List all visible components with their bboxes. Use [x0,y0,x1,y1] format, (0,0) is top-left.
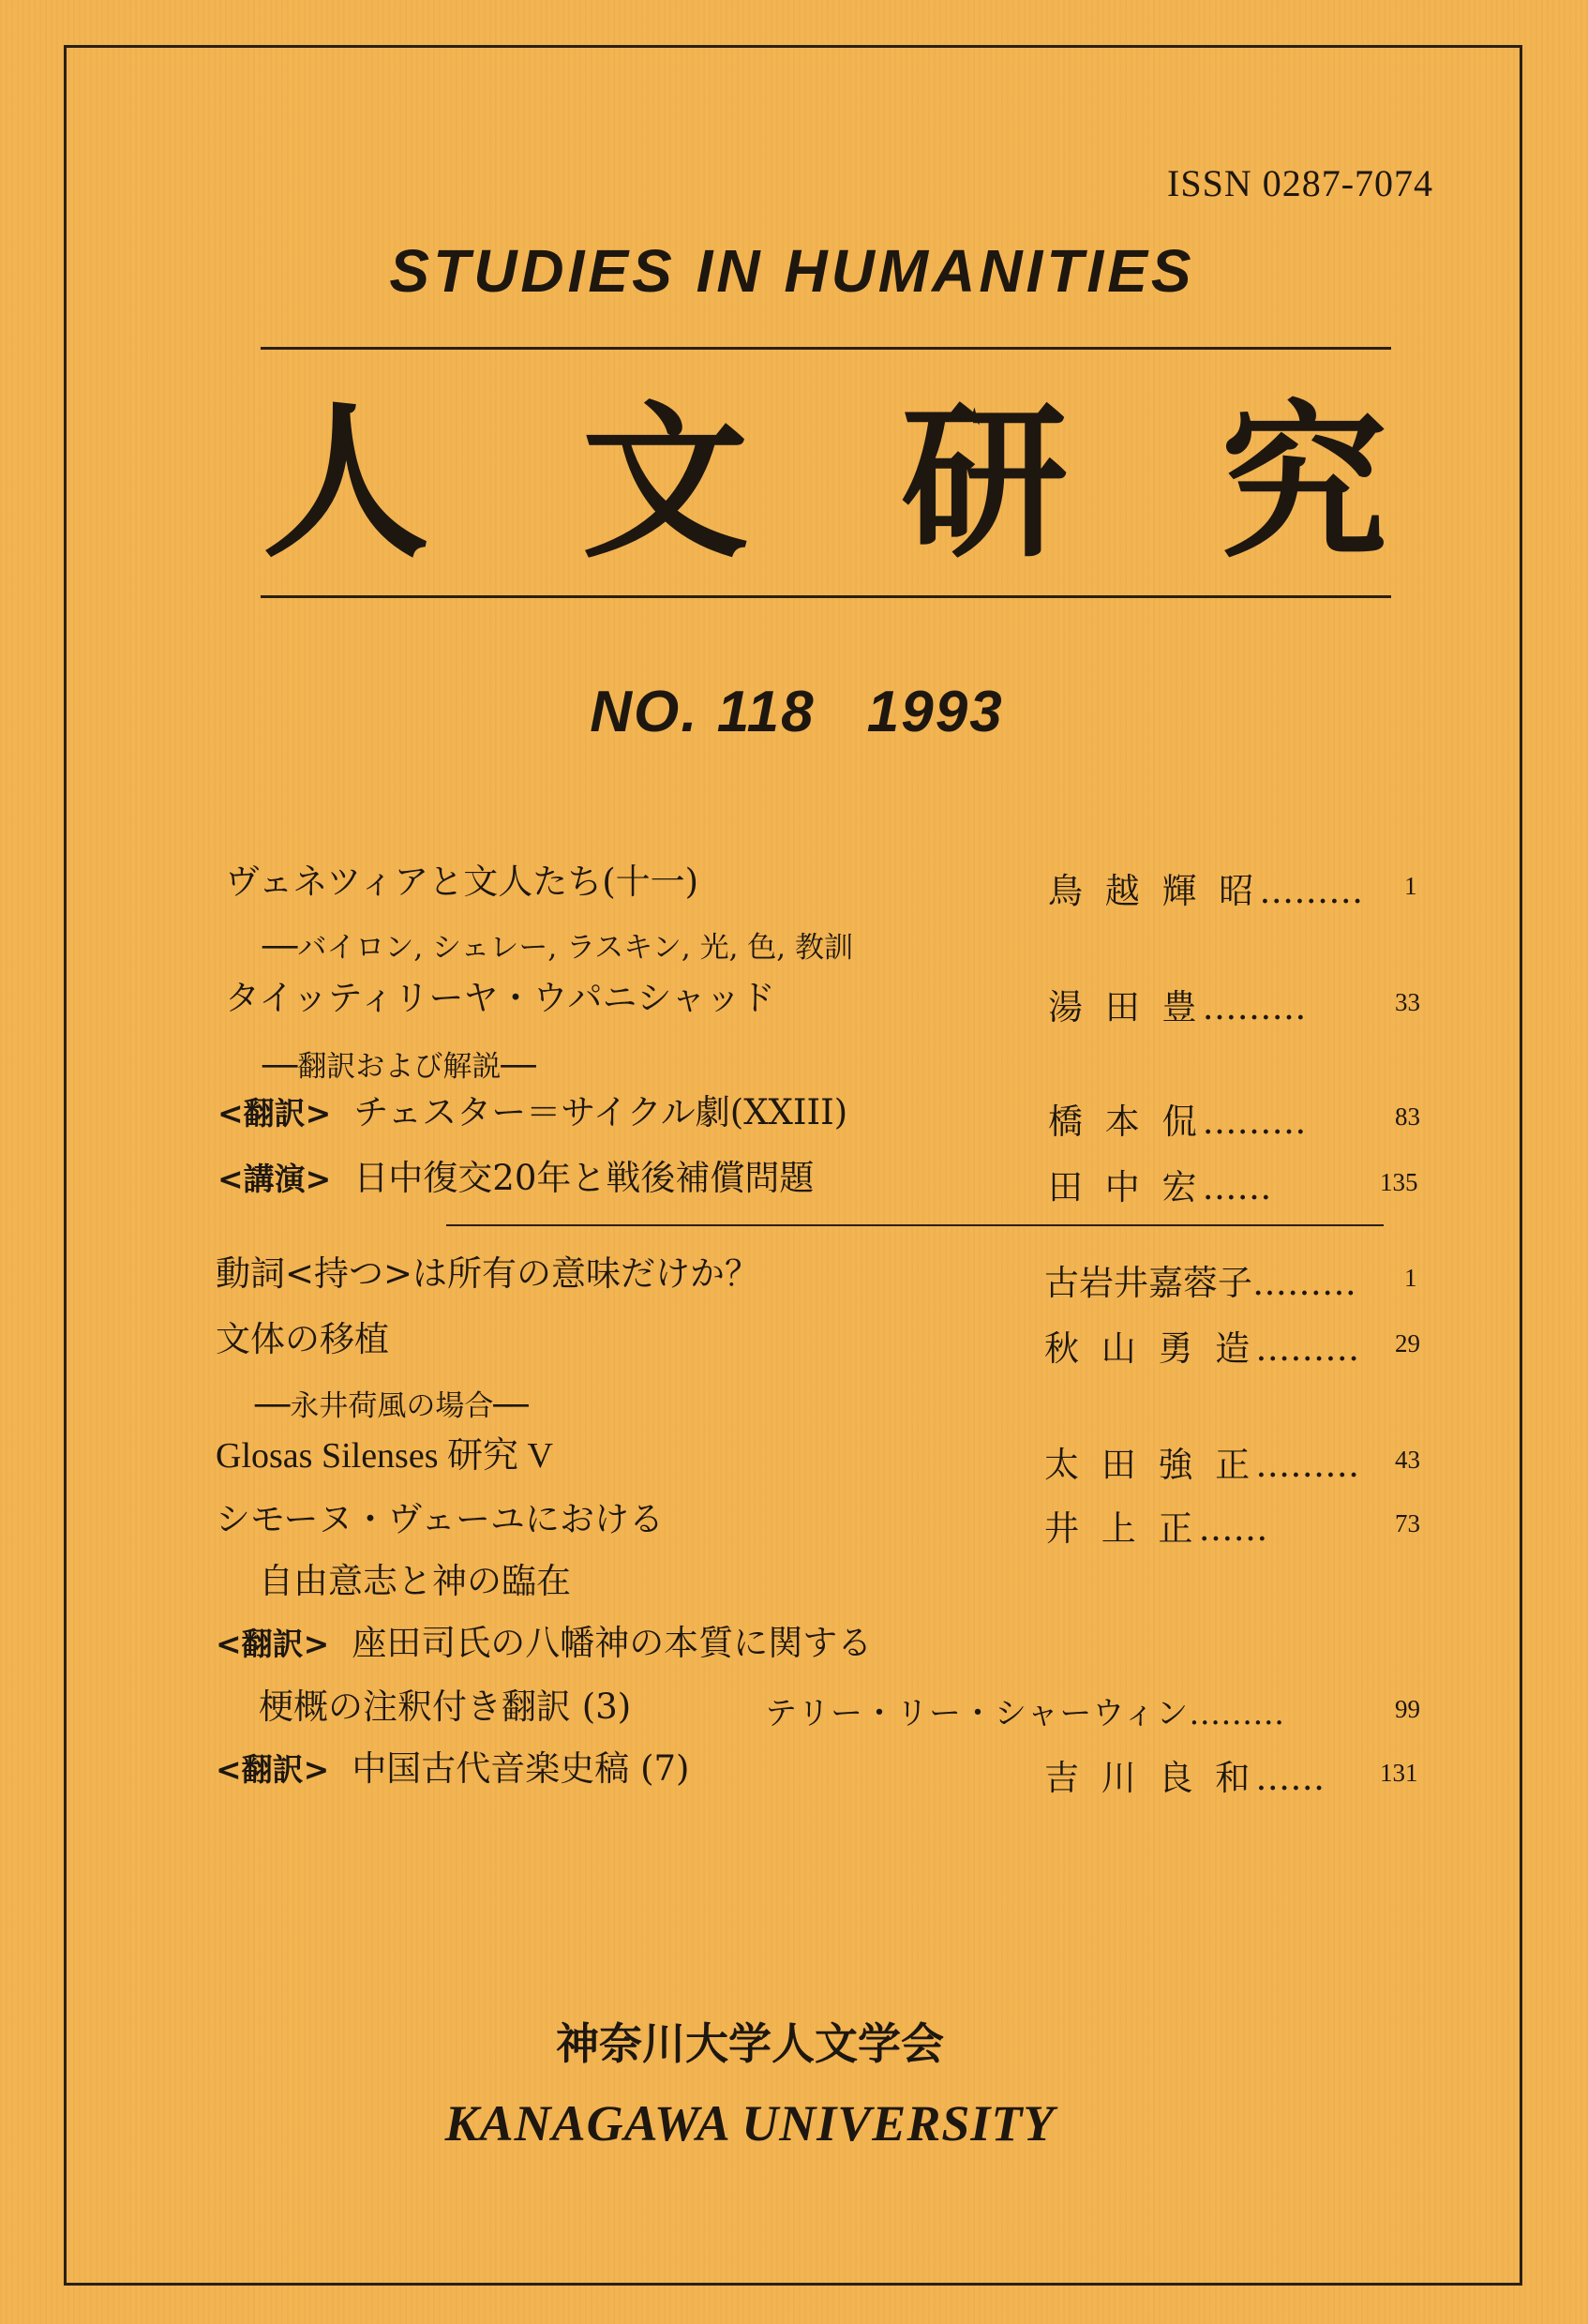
toc-tag: <翻訳> [217,1095,332,1132]
toc-title: ヴェネツィアと文人たち(十一) [225,862,699,902]
issue-number: NO. 118 [590,680,816,744]
toc-author: 田 中 宏…… [1048,1167,1272,1207]
toc-title-line2: 自由意志と神の臨在 [259,1561,571,1601]
toc-author: 湯 田 豊……… [1048,987,1307,1027]
toc-entry [217,1093,847,1133]
toc-page: 99 [1395,1695,1420,1723]
toc-author: 秋 山 勇 造……… [1044,1328,1360,1369]
toc-page: 135 [1380,1168,1418,1196]
title-char: 人 [262,386,429,580]
toc-subtitle: ──永井荷風の場合── [255,1389,529,1423]
toc-author: 吉 川 良 和…… [1044,1758,1326,1798]
toc-title: 動詞<持つ>は所有の意味だけか？ [216,1253,760,1294]
toc-author: 太 田 強 正……… [1044,1445,1360,1485]
toc-author: テリー・リー・シャーウィン……… [765,1695,1285,1732]
toc-page: 43 [1395,1446,1420,1474]
toc-subtitle: ──翻訳および解説── [262,1050,536,1084]
issue-info [375,679,1219,745]
toc-page: 73 [1395,1509,1420,1537]
toc-page: 1 [1404,872,1417,900]
toc-entry [216,1624,872,1664]
toc-tag: <翻訳> [216,1626,330,1662]
toc-tag: <翻訳> [216,1751,330,1788]
title-char: 研 [901,386,1069,580]
toc-page: 33 [1395,988,1420,1016]
toc-page: 29 [1395,1329,1420,1357]
issn: ISSN 0287-7074 [1167,162,1434,204]
title-char: 究 [1220,386,1387,580]
publisher-jp: 神奈川大学人文学会 [556,2018,944,2069]
toc-title-line2: 梗概の注釈付き翻訳 (3) [259,1687,632,1727]
toc-title: 中国古代音楽史稿 (7) [352,1748,690,1789]
toc-page: 1 [1404,1264,1417,1292]
toc-page: 83 [1395,1102,1420,1131]
toc-divider [446,1224,1384,1226]
toc-author: 井 上 正…… [1044,1508,1268,1549]
toc-title: 日中復交20年と戦後補償問題 [353,1158,815,1198]
title-char: 文 [581,386,749,580]
toc-entry [216,1749,689,1790]
toc-title: 文体の移植 [216,1319,389,1359]
toc-title: 座田司氏の八幡神の本質に関する [352,1623,873,1663]
toc-page: 131 [1380,1759,1418,1787]
series-title-en: STUDIES IN HUMANITIES [389,237,1195,305]
toc-title: Glosas Silenses 研究 V [216,1436,553,1476]
toc-entry [217,1159,814,1199]
issue-year: 1993 [866,680,1004,744]
toc-author: 鳥 越 輝 昭……… [1048,871,1364,911]
toc-author: 橋 本 侃……… [1048,1102,1307,1142]
toc-title: シモーヌ・ヴェーユにおける [216,1499,665,1539]
journal-title [262,386,1387,580]
toc-subtitle: ──バイロン, シェレー, ラスキン, 光, 色, 教訓 [262,931,854,965]
publisher-en: KANAGAWA UNIVERSITY [444,2095,1056,2152]
rule-top [261,347,1391,350]
toc-tag: <講演> [217,1161,332,1197]
toc-title: チェスター＝サイクル劇(XXIII) [353,1092,848,1132]
toc-author: 古岩井嘉蓉子……… [1044,1263,1356,1303]
rule-bottom [261,595,1391,598]
toc-title: タイッティリーヤ・ウパニシャッド [225,978,775,1018]
